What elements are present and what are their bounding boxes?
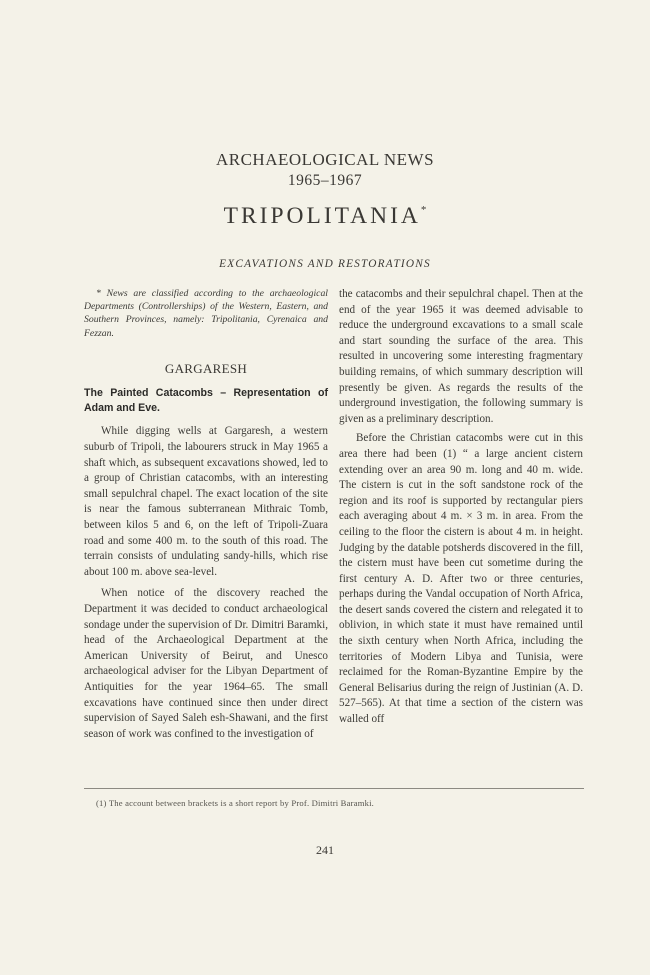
title-footnote-mark: * [420, 204, 427, 216]
journal-heading: ARCHAEOLOGICAL NEWS [215, 150, 435, 169]
page-number: 241 [316, 843, 334, 857]
footnote: (1) The account between brackets is a short report by Prof. Dimitri Baramki. [96, 798, 375, 808]
article-subtitle: EXCAVATIONS AND RESTORATIONS [219, 258, 431, 270]
article-title [0, 203, 650, 230]
paragraph: the catacombs and their sepulchral chapel. Then at the end of the year 1965 it was deemed advisable to reduce the underground excavations to a small scale and start sounding the surface of the area. This resulted in uncovering some interesting fragmentary building remains, of which summary description will presently be given. As regards the results of the underground investigation, the following summary is given as a preliminary description. [339, 288, 583, 425]
title-text: TRIPOLITANIA [223, 203, 421, 229]
section-heading: GARGARESH [164, 360, 248, 376]
subsection-heading: The Painted Catacombs – Representation of Adam and Eve. [84, 387, 328, 415]
paragraph: Before the Christian catacombs were cut in this area there had been (1) “ a large ancient cistern extending over an area 90 m. long and 40 m. wide. The cistern is cut in the soft sandstone rock of the region and its roof is supported by rectangular piers each averaging about 4 m. × 3 m. in area. From the ceiling to the floor the cistern is about 4 m. in height. Judging by the datable potsherds discovered in the fill, the cistern must have been cut sometime during the first century A. D. After two or three centuries, perhaps during the Vandal occupation of North Africa, the desert sands covered the cistern and relegated it to oblivion, in which state it must have remained until the sixth century when North Africa, including the territories of Modern Libya and Tunisia, were reclaimed for the Roman-Byzantine Empire by the General Belisarius during the reign of Justinian (A. D. 527–565). At that time a section of the cistern was walled off [339, 432, 583, 726]
paragraph: While digging wells at Gargaresh, a western suburb of Tripoli, the labourers struck in May 1965 a shaft which, as subsequent excavations showed, led to a group of Christian catacombs, with an interesting small sepulchral chapel. The exact location of the site is near the famous subterranean Mithraic Tomb, between kilos 5 and 6, on the left of Tripoli-Zuara road and some 400 m. to the south of this road. The terrain consists of undulating sandy-hills, which rise about 100 m. above sea-level. [84, 425, 328, 578]
year-range: 1965–1967 [287, 172, 363, 189]
left-column [84, 287, 328, 748]
classification-note: * News are classified according to the archaeological Departments (Controllerships) of the Western, Eastern, and Southern Provinces, namely: Tripolitania, Cyrenaica and Fezzan. [84, 288, 328, 339]
right-column [339, 287, 583, 732]
paragraph: When notice of the discovery reached the Department it was decided to conduct archaeological sondage under the supervision of Dr. Dimitri Baramki, head of the Archaeological Department at the American University of Beirut, and Unesco archaeological adviser for the Libyan Department of Antiquities for the year 1964–65. The small excavations have continued since then under direct supervision of Sayed Saleh esh-Shawani, and the first season of work was confined to the investigation of [84, 587, 328, 740]
footnote-divider [84, 788, 584, 789]
